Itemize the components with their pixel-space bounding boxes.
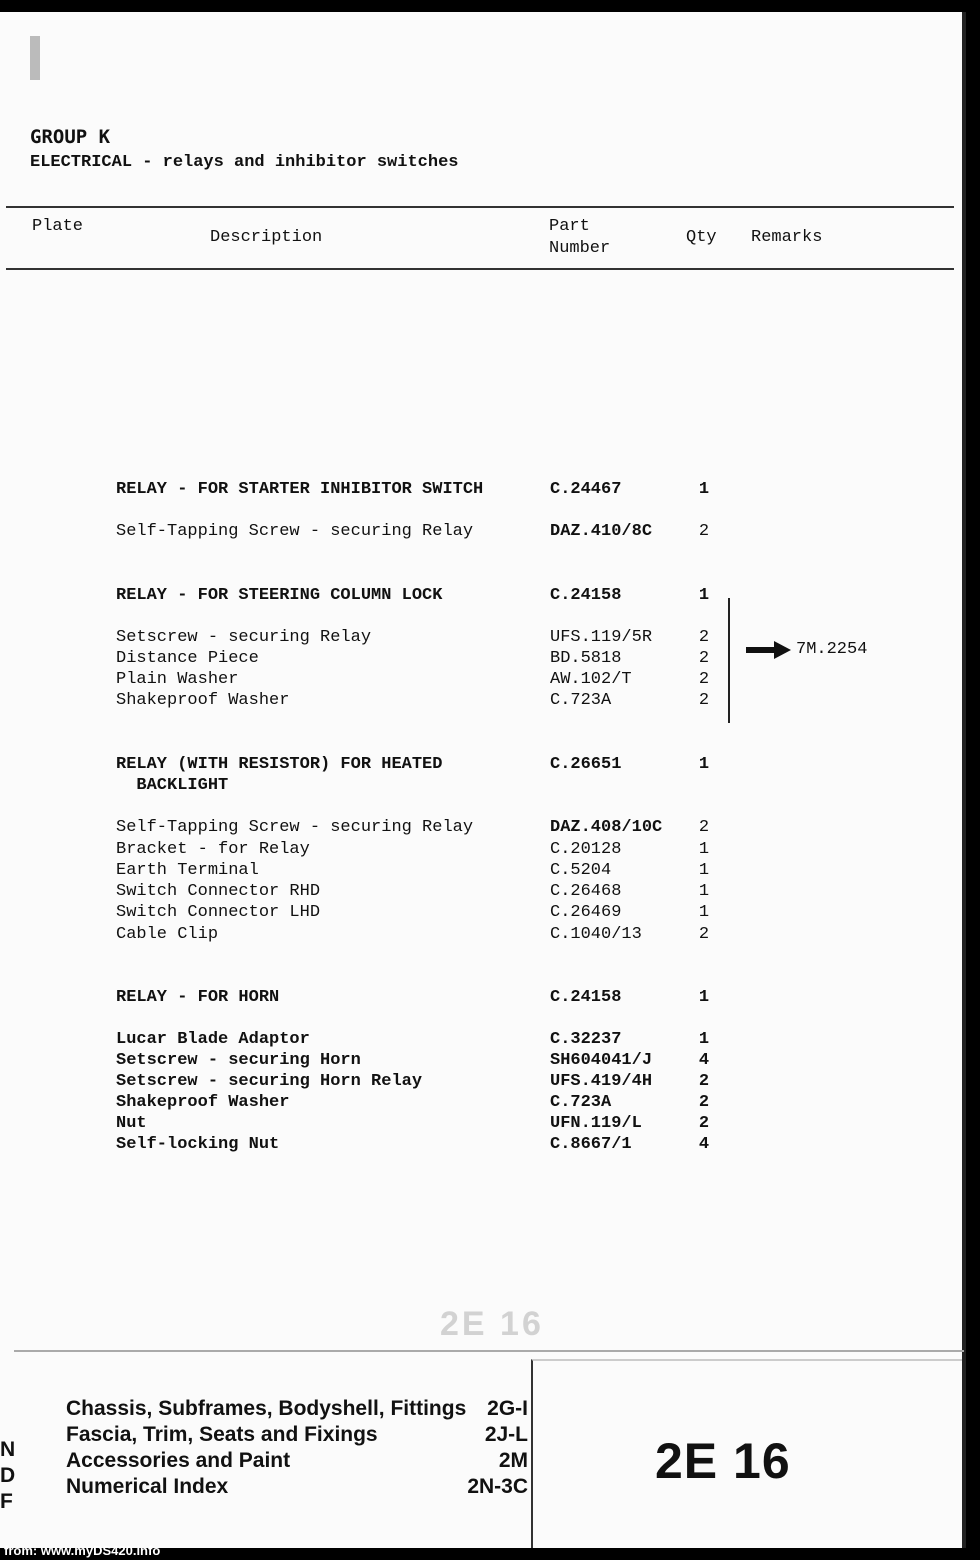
document-page [0,12,966,1548]
row-qty: 1 [698,755,710,774]
fiche-code: 2E 16 [655,1433,791,1489]
row-qty: 1 [698,903,710,922]
edge-letter: F [0,1490,13,1513]
row-qty: 2 [698,691,710,710]
col-part-line1: Part [549,217,590,236]
row-qty: 2 [698,1072,710,1091]
row-part-number: C.24158 [550,988,622,1007]
index-code: 2G-I [487,1397,528,1420]
row-description: Self-Tapping Screw - securing Relay [116,522,474,541]
row-qty: 2 [698,818,710,837]
row-description: RELAY - FOR STARTER INHIBITOR SWITCH [116,480,484,499]
index-label: Fascia, Trim, Seats and Fixings [66,1423,378,1446]
row-description: Setscrew - securing Horn [116,1051,361,1070]
row-qty: 1 [698,861,710,880]
row-part-number: UFN.119/L [550,1114,642,1133]
row-qty: 2 [698,522,710,541]
row-part-number: C.24467 [550,480,622,499]
row-description: Distance Piece [116,649,259,668]
row-qty: 1 [698,840,710,859]
edge-letter: D [0,1464,16,1487]
index-label: Numerical Index [66,1475,229,1498]
row-part-number: SH604041/J [550,1051,653,1070]
row-qty: 1 [698,480,710,499]
scan-mark [30,36,40,80]
row-part-number: C.20128 [550,840,622,859]
row-description: Nut [116,1114,147,1133]
index-line [66,1397,528,1423]
row-description: Switch Connector RHD [116,882,321,901]
row-description: Setscrew - securing Relay [116,628,372,647]
index-line [66,1423,528,1449]
row-qty: 4 [698,1051,710,1070]
row-description: Earth Terminal [116,861,259,880]
col-part-line2: Number [549,239,611,258]
group-subtitle: ELECTRICAL - relays and inhibitor switches [30,153,459,172]
row-qty: 1 [698,882,710,901]
row-description: Switch Connector LHD [116,903,321,922]
row-part-number: UFS.419/4H [550,1072,653,1091]
row-part-number: C.8667/1 [550,1135,632,1154]
row-qty: 2 [698,670,710,689]
source-credit: from: www.myDS420.info [4,1543,161,1558]
row-part-number: C.26469 [550,903,622,922]
footer-rule [14,1350,964,1352]
row-qty: 1 [698,988,710,1007]
row-qty: 1 [698,1030,710,1049]
header-rule-top [6,206,954,208]
index-label: Accessories and Paint [66,1449,291,1472]
row-description: Plain Washer [116,670,239,689]
edge-letter: N [0,1438,16,1461]
row-part-number: UFS.119/5R [550,628,653,647]
row-description: Lucar Blade Adaptor [116,1030,310,1049]
row-description: Shakeproof Washer [116,691,290,710]
row-qty: 2 [698,1093,710,1112]
ghost-stamp: 2E 16 [440,1305,544,1343]
index-code: 2J-L [484,1423,528,1446]
row-description: Bracket - for Relay [116,840,310,859]
row-description: RELAY - FOR STEERING COLUMN LOCK [116,586,443,605]
row-part-number: BD.5818 [550,649,622,668]
row-part-number: AW.102/T [550,670,632,689]
row-qty: 2 [698,1114,710,1133]
header-rule-bottom [6,268,954,270]
row-part-number: DAZ.408/10C [550,818,663,837]
col-plate: Plate [32,217,84,236]
row-qty: 2 [698,628,710,647]
row-description: BACKLIGHT [116,776,229,795]
row-part-number: C.24158 [550,586,622,605]
row-description: RELAY (WITH RESISTOR) FOR HEATED [116,755,443,774]
col-description: Description [210,228,323,247]
remarks-bracket [728,598,730,723]
arrow-right-icon [746,640,792,660]
remark-reference: 7M.2254 [796,640,868,659]
row-description: Setscrew - securing Horn Relay [116,1072,423,1091]
index-label: Chassis, Subframes, Bodyshell, Fittings [66,1397,467,1420]
col-remarks: Remarks [751,228,823,247]
index-code: 2N-3C [467,1475,528,1498]
row-part-number: C.1040/13 [550,925,642,944]
row-part-number: DAZ.410/8C [550,522,653,541]
row-qty: 4 [698,1135,710,1154]
row-qty: 1 [698,586,710,605]
row-description: Self-locking Nut [116,1135,280,1154]
row-part-number: C.32237 [550,1030,622,1049]
row-part-number: C.26468 [550,882,622,901]
col-qty: Qty [686,228,717,247]
row-qty: 2 [698,649,710,668]
row-part-number: C.26651 [550,755,622,774]
index-line [66,1475,528,1501]
row-description: Cable Clip [116,925,219,944]
group-title: GROUP K [30,126,111,148]
fiche-index [66,1397,528,1501]
row-part-number: C.5204 [550,861,612,880]
index-code: 2M [498,1449,528,1472]
index-line [66,1449,528,1475]
row-description: Self-Tapping Screw - securing Relay [116,818,474,837]
row-description: RELAY - FOR HORN [116,988,280,1007]
row-qty: 2 [698,925,710,944]
row-part-number: C.723A [550,691,612,710]
row-description: Shakeproof Washer [116,1093,290,1112]
row-part-number: C.723A [550,1093,612,1112]
